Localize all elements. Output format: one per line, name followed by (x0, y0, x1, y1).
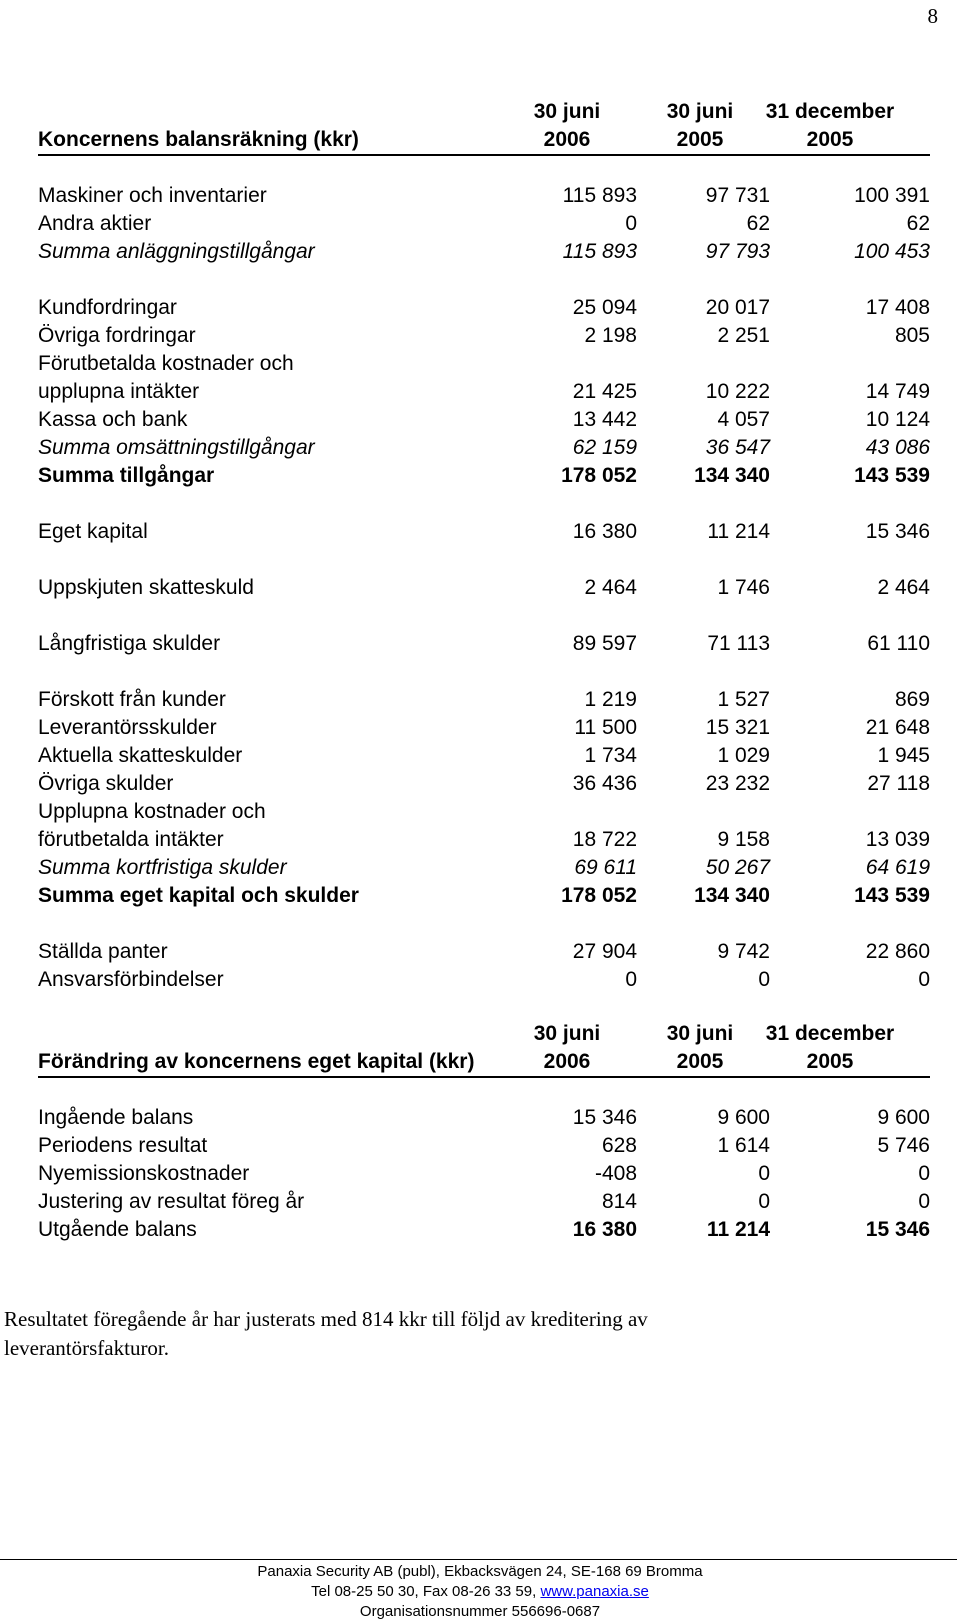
footer-contact: Tel 08-25 50 30, Fax 08-26 33 59, www.panaxia.se (311, 1583, 649, 1600)
table-row: Upplupna kostnader och (38, 800, 266, 823)
equity-changes-table (38, 1020, 930, 1244)
column-header-2: 30 juni 2005 (666, 1022, 734, 1073)
balance-sheet-table (38, 98, 930, 994)
balance-sheet-title: Koncernens balansräkning (kkr) (38, 128, 359, 151)
table-row: Ingående balans 15 346 9 600 9 600 (38, 1106, 930, 1129)
subtotal-row: Summa kortfristiga skulder 69 611 50 267 64 619 (38, 856, 930, 879)
table-row: Utgående balans 16 380 11 214 15 346 (38, 1218, 930, 1241)
table-row: Förskott från kunder 1 219 1 527 869 (38, 688, 930, 711)
column-header-3: 31 december 2005 (765, 100, 895, 151)
subtotal-row: Summa omsättningstillgångar 62 159 36 547 43 086 (38, 436, 930, 459)
table-row: förutbetalda intäkter 18 722 9 158 13 039 (38, 828, 930, 851)
column-header-1: 30 juni 2006 (533, 1022, 601, 1073)
table-row: Nyemissionskostnader -408 0 0 (38, 1162, 930, 1185)
table-row: Kundfordringar 25 094 20 017 17 408 (38, 296, 930, 319)
total-row: Summa tillgångar 178 052 134 340 143 539 (38, 464, 930, 487)
footer-company: Panaxia Security AB (publ), Ekbacksvägen 24, SE-168 69 Bromma (257, 1563, 703, 1580)
subtotal-row: Summa anläggningstillgångar 115 893 97 793 100 453 (38, 240, 930, 263)
column-header-2: 30 juni 2005 (666, 100, 734, 151)
adjustment-note: Resultatet föregående år har justerats med 814 kkr till följd av kreditering av leverantörsfakturor. (4, 1307, 648, 1360)
equity-changes-title: Förändring av koncernens eget kapital (kkr) (38, 1050, 475, 1073)
table-row: Uppskjuten skatteskuld 2 464 1 746 2 464 (38, 576, 930, 599)
table-row: Periodens resultat 628 1 614 5 746 (38, 1134, 930, 1157)
table-row: upplupna intäkter 21 425 10 222 14 749 (38, 380, 930, 403)
table-row: Maskiner och inventarier 115 893 97 731 100 391 (38, 184, 930, 207)
table-row: Förutbetalda kostnader och (38, 352, 294, 375)
table-row: Kassa och bank 13 442 4 057 10 124 (38, 408, 930, 431)
footer-divider (0, 1559, 957, 1560)
table-row: Andra aktier 0 62 62 (38, 212, 930, 235)
table-row: Ansvarsförbindelser 0 0 0 (38, 968, 930, 991)
website-link[interactable]: www.panaxia.se (540, 1583, 649, 1600)
equity-changes-header (38, 1020, 930, 1078)
balance-sheet-header (38, 98, 930, 156)
footer-org-number: Organisationsnummer 556696-0687 (359, 1603, 601, 1620)
column-header-1: 30 juni 2006 (533, 100, 601, 151)
table-row: Leverantörsskulder 11 500 15 321 21 648 (38, 716, 930, 739)
table-row: Långfristiga skulder 89 597 71 113 61 110 (38, 632, 930, 655)
column-header-3: 31 december 2005 (765, 1022, 895, 1073)
total-row: Summa eget kapital och skulder 178 052 134 340 143 539 (38, 884, 930, 907)
table-row: Ställda panter 27 904 9 742 22 860 (38, 940, 930, 963)
table-row: Övriga skulder 36 436 23 232 27 118 (38, 772, 930, 795)
page-number: 8 (927, 4, 938, 28)
table-row: Aktuella skatteskulder 1 734 1 029 1 945 (38, 744, 930, 767)
table-row: Eget kapital 16 380 11 214 15 346 (38, 520, 930, 543)
table-row: Övriga fordringar 2 198 2 251 805 (38, 324, 930, 347)
table-row: Justering av resultat föreg år 814 0 0 (38, 1190, 930, 1213)
page-footer (0, 1562, 960, 1622)
